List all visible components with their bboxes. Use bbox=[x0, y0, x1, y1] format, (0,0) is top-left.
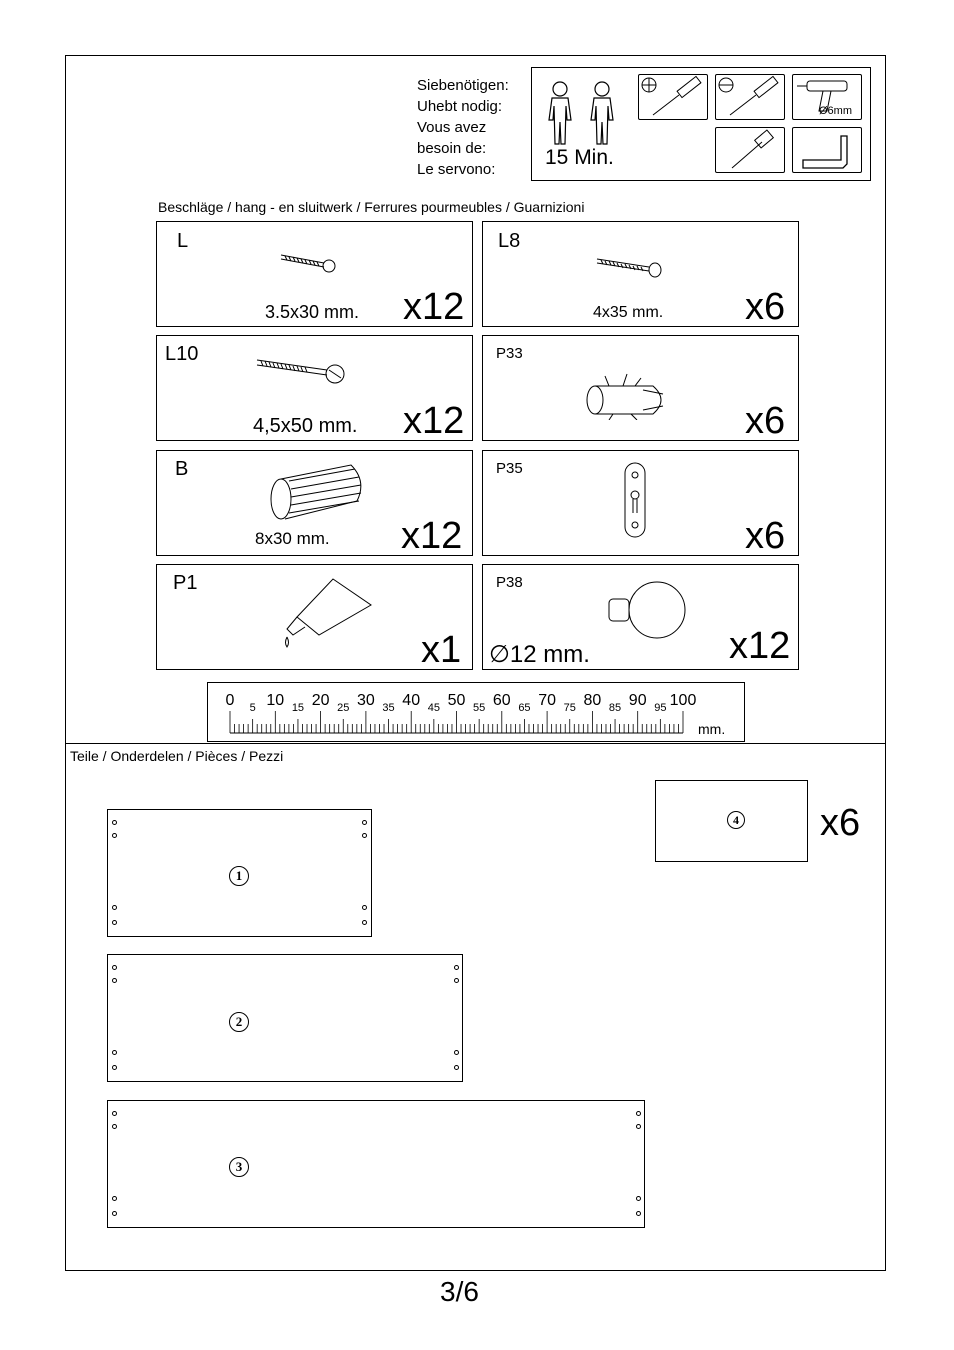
ruler-major-label: 50 bbox=[447, 692, 466, 709]
ruler-major-label: 10 bbox=[266, 692, 285, 709]
hardware-item-L8 bbox=[482, 221, 799, 327]
hardware-size: 3.5x30 mm. bbox=[265, 302, 360, 322]
hardware-item-P38 bbox=[482, 564, 799, 670]
ruler-minor-label: 5 bbox=[249, 702, 256, 714]
ruler-minor-label: 75 bbox=[563, 702, 576, 714]
panel-hole bbox=[454, 965, 459, 970]
screw-icon bbox=[255, 354, 351, 388]
part-number-badge: 2 bbox=[229, 1012, 249, 1032]
hardware-size: 4x35 mm. bbox=[593, 304, 664, 321]
panel-hole bbox=[636, 1111, 641, 1116]
keyhole-hanger-icon bbox=[621, 461, 649, 541]
phillips-screwdriver-icon bbox=[638, 74, 708, 120]
hex-key-icon bbox=[792, 127, 862, 173]
part-number-badge: 4 bbox=[727, 811, 745, 829]
ruler-minor-label: 55 bbox=[473, 702, 486, 714]
panel-hole bbox=[112, 820, 117, 825]
ruler-minor-label: 45 bbox=[427, 702, 440, 714]
hardware-size: 4,5x50 mm. bbox=[253, 415, 358, 437]
requirement-line: Siebenötigen: bbox=[417, 77, 509, 94]
part-number-badge: 3 bbox=[229, 1157, 249, 1177]
part-4-qty: x6 bbox=[820, 802, 861, 844]
panel-hole bbox=[112, 905, 117, 910]
screw-icon bbox=[279, 248, 341, 274]
time-label: 15 Min. bbox=[545, 146, 614, 169]
hardware-qty: x12 bbox=[403, 400, 465, 442]
section-divider bbox=[65, 743, 886, 744]
two-people-icon bbox=[540, 78, 624, 148]
knob-icon bbox=[601, 575, 691, 645]
hardware-code: B bbox=[175, 458, 189, 480]
panel-hole bbox=[112, 965, 117, 970]
hardware-size: 8x30 mm. bbox=[255, 529, 330, 548]
ruler-minor-label: 65 bbox=[518, 702, 531, 714]
drill-size-label: Ø6mm bbox=[819, 105, 852, 117]
panel-hole bbox=[636, 1124, 641, 1129]
hardware-item-P33 bbox=[482, 335, 799, 441]
panel-hole bbox=[112, 978, 117, 983]
hardware-qty: x6 bbox=[745, 400, 786, 442]
ruler-minor-label: 85 bbox=[608, 702, 622, 714]
panel-hole bbox=[362, 820, 367, 825]
requirement-line: besoin de: bbox=[417, 140, 487, 157]
ruler-major-label: 80 bbox=[583, 692, 602, 709]
drill-icon bbox=[792, 74, 862, 120]
hardware-qty: x12 bbox=[403, 286, 465, 328]
panel-hole bbox=[112, 1211, 117, 1216]
parts-title: Teile / Onderdelen / Pièces / Pezzi bbox=[70, 748, 284, 764]
panel-hole bbox=[636, 1211, 641, 1216]
wall-plug-icon bbox=[583, 372, 675, 420]
hardware-code: P33 bbox=[496, 345, 523, 362]
hardware-item-L10 bbox=[156, 335, 473, 441]
ruler-unit: mm. bbox=[698, 721, 726, 737]
panel-hole bbox=[112, 1111, 117, 1116]
hardware-qty: x1 bbox=[421, 629, 462, 671]
panel-hole bbox=[636, 1196, 641, 1201]
panel-hole bbox=[454, 978, 459, 983]
panel-hole bbox=[112, 833, 117, 838]
hardware-size: ∅12 mm. bbox=[489, 641, 590, 668]
ruler-minor-label: 35 bbox=[382, 702, 395, 714]
ruler-major-label: 90 bbox=[628, 692, 647, 709]
ruler-minor-label: 95 bbox=[654, 702, 667, 714]
glue-tube-icon bbox=[279, 575, 379, 663]
ruler-major-label: 20 bbox=[311, 692, 330, 709]
hardware-code: L10 bbox=[165, 343, 199, 365]
requirement-line: Uhebt nodig: bbox=[417, 98, 503, 115]
part-number-badge: 1 bbox=[229, 866, 249, 886]
hardware-code: P38 bbox=[496, 574, 523, 591]
panel-hole bbox=[454, 1050, 459, 1055]
ruler-major-label: 0 bbox=[225, 692, 235, 709]
hardware-item-P35 bbox=[482, 450, 799, 556]
panel-hole bbox=[112, 1196, 117, 1201]
panel-hole bbox=[362, 920, 367, 925]
hammer-icon bbox=[715, 127, 785, 173]
part-panel-2 bbox=[107, 954, 463, 1082]
screw-icon bbox=[595, 252, 667, 280]
hardware-item-B bbox=[156, 450, 473, 556]
hardware-title: Beschläge / hang - en sluitwerk / Ferrures pourmeubles / Guarnizioni bbox=[158, 199, 585, 215]
ruler-major-label: 70 bbox=[538, 692, 556, 709]
requirement-line: Le servono: bbox=[417, 161, 496, 178]
hardware-qty: x12 bbox=[401, 515, 463, 557]
ruler bbox=[207, 682, 745, 742]
part-panel-3 bbox=[107, 1100, 645, 1228]
panel-hole bbox=[112, 1065, 117, 1070]
dowel-icon bbox=[267, 461, 367, 525]
ruler-scale bbox=[208, 683, 744, 741]
requirements-text bbox=[417, 75, 509, 180]
panel-hole bbox=[362, 833, 367, 838]
ruler-minor-label: 25 bbox=[337, 702, 350, 714]
hardware-qty: x6 bbox=[745, 515, 786, 557]
ruler-major-label: 60 bbox=[492, 692, 511, 709]
ruler-major-label: 100 bbox=[669, 692, 697, 709]
hardware-qty: x6 bbox=[745, 286, 786, 328]
panel-hole bbox=[454, 1065, 459, 1070]
ruler-major-label: 30 bbox=[357, 692, 375, 709]
panel-hole bbox=[112, 1050, 117, 1055]
ruler-major-label: 40 bbox=[402, 692, 421, 709]
panel-hole bbox=[362, 905, 367, 910]
hardware-code: P1 bbox=[173, 572, 198, 594]
ruler-minor-label: 15 bbox=[291, 702, 305, 714]
requirement-line: Vous avez bbox=[417, 119, 487, 136]
hardware-code: P35 bbox=[496, 460, 523, 477]
panel-hole bbox=[112, 1124, 117, 1129]
part-panel-1 bbox=[107, 809, 372, 937]
page-number: 3/6 bbox=[440, 1276, 479, 1307]
part-panel-4 bbox=[655, 780, 808, 862]
hardware-item-L bbox=[156, 221, 473, 327]
panel-hole bbox=[112, 920, 117, 925]
hardware-item-P1 bbox=[156, 564, 473, 670]
hardware-code: L bbox=[177, 230, 189, 252]
hardware-qty: x12 bbox=[729, 625, 791, 667]
flat-screwdriver-icon bbox=[715, 74, 785, 120]
hardware-code: L8 bbox=[498, 230, 521, 252]
